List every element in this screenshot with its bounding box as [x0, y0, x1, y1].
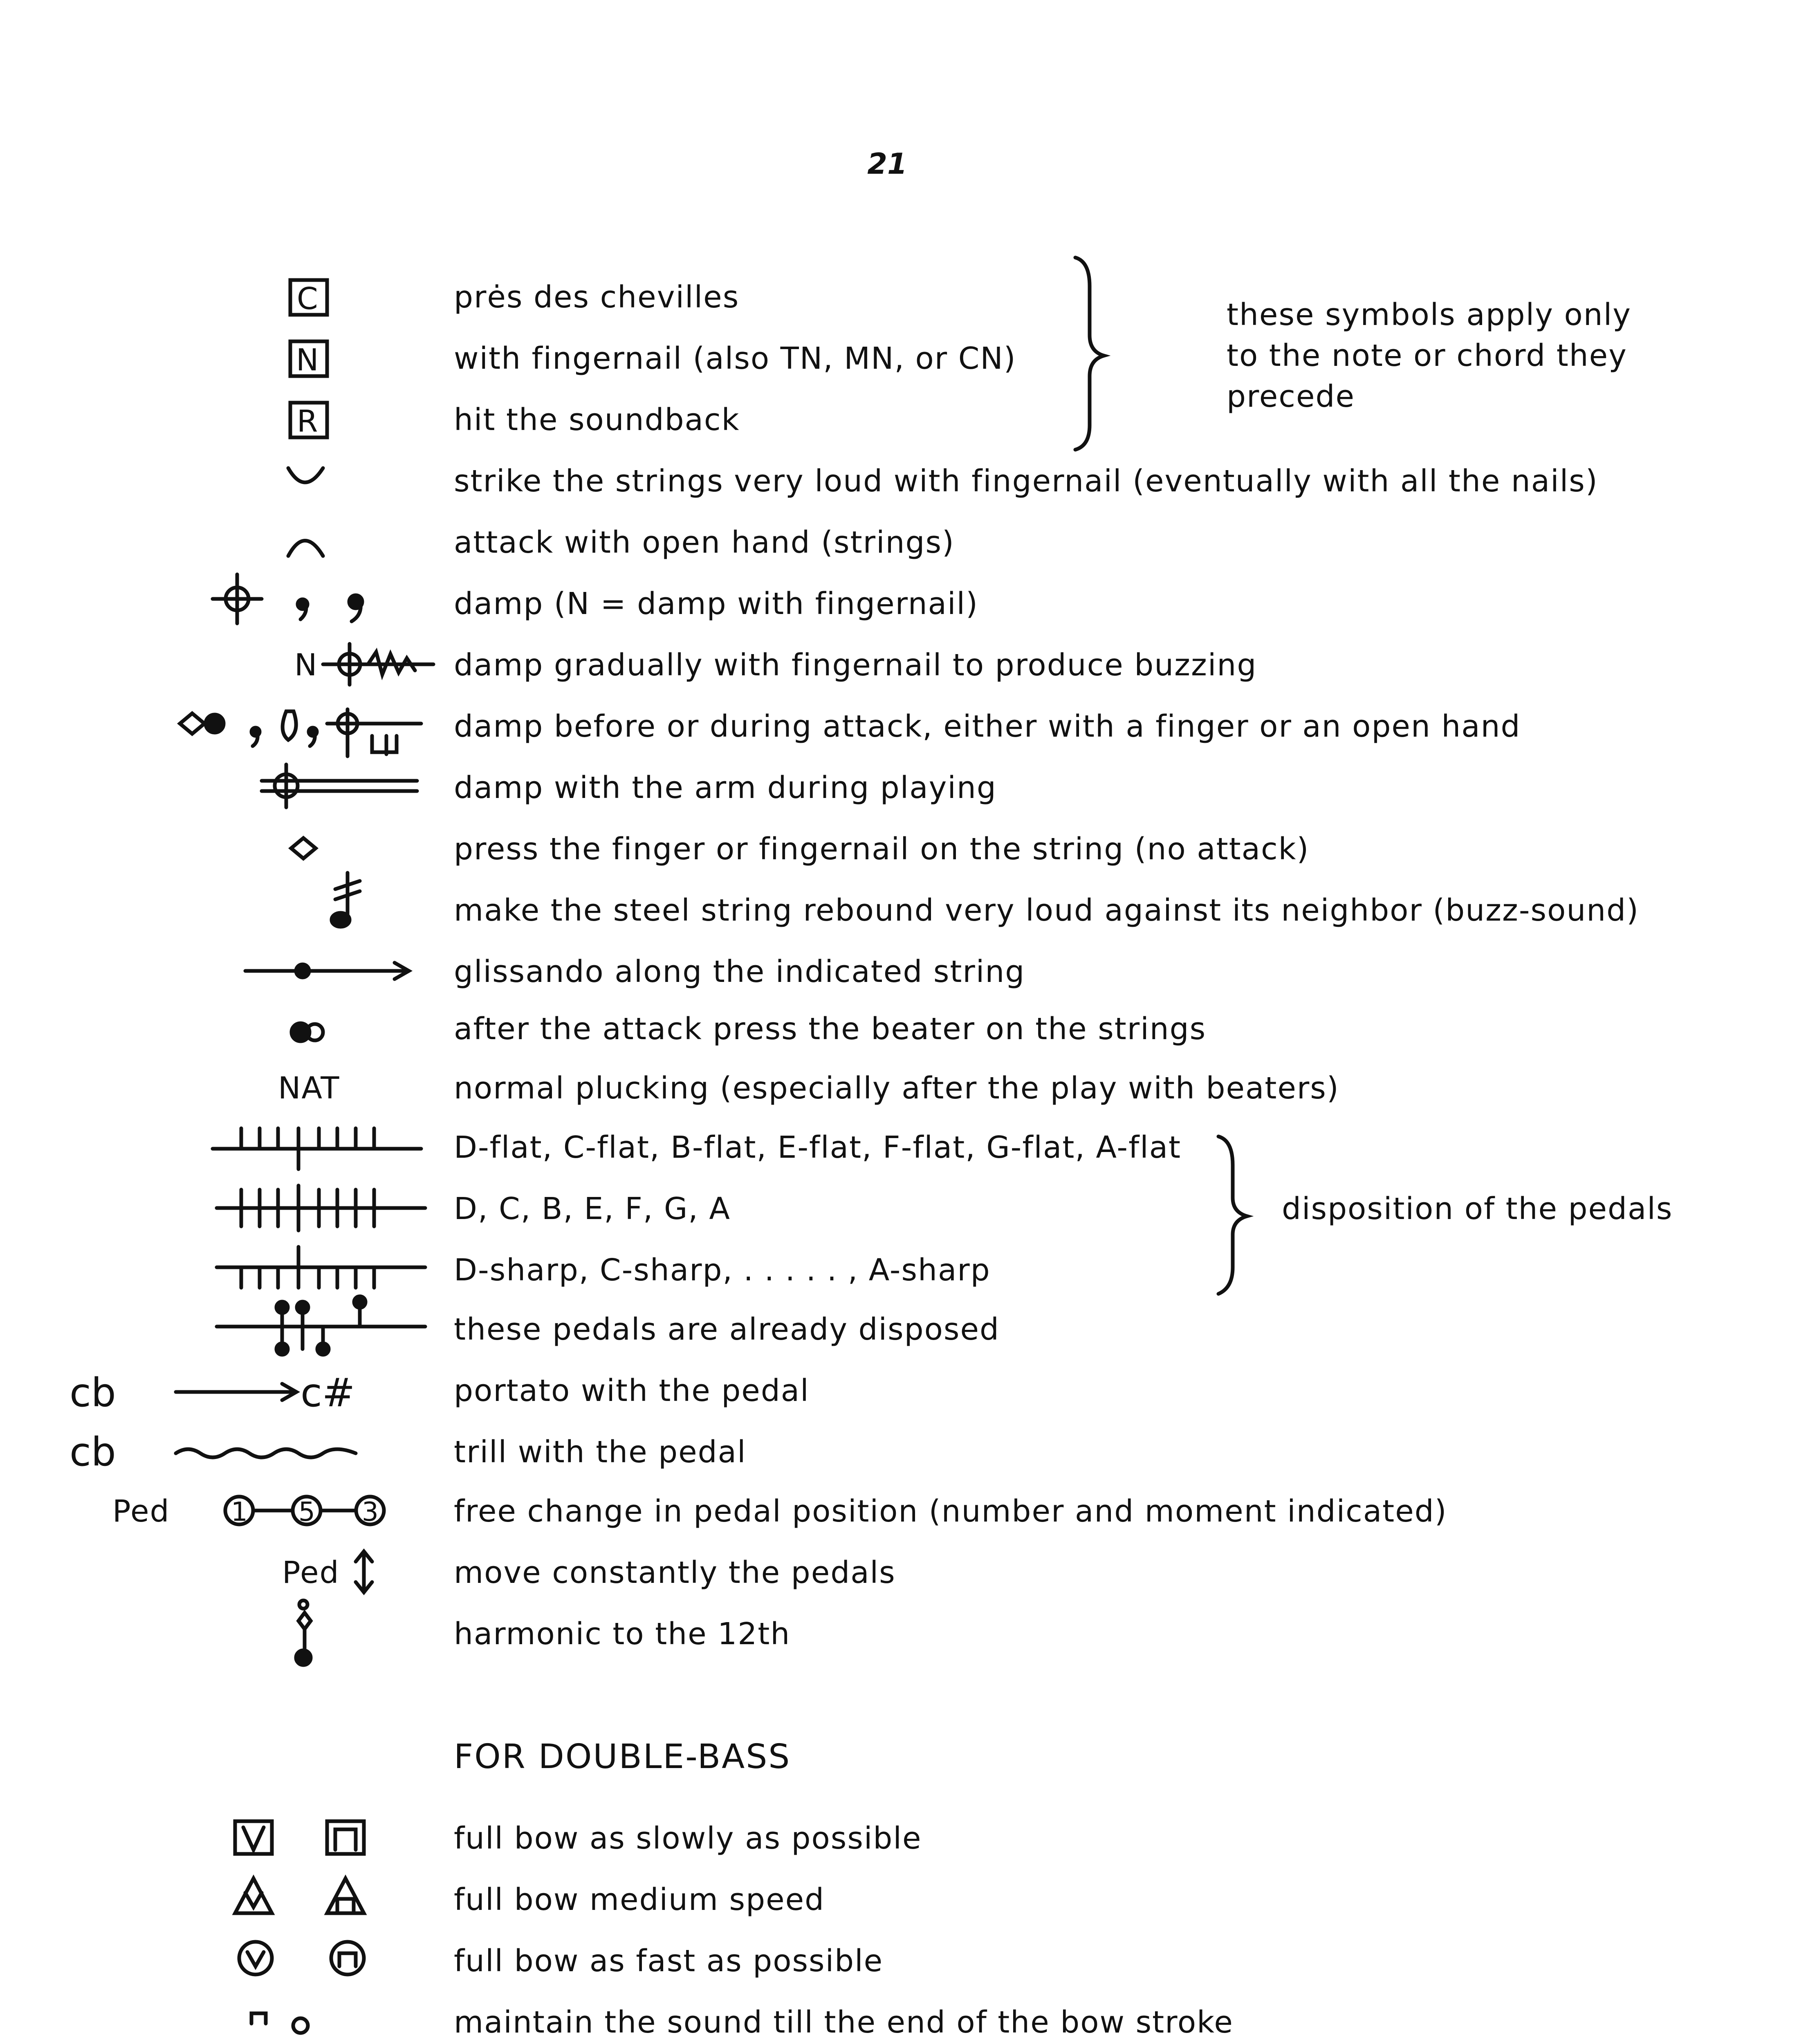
desc-beater: after the attack press the beater on the strings — [454, 1011, 1207, 1047]
desc-harmonic: harmonic to the 12th — [454, 1616, 791, 1652]
nat-label: NAT — [278, 1071, 340, 1106]
desc-free-change: free change in pedal position (number and moment indicated) — [454, 1494, 1447, 1529]
desc-pedal-natural: D, C, B, E, F, G, A — [454, 1191, 731, 1226]
pedal-disposed-icon — [217, 1296, 425, 1355]
trill-icon — [70, 1429, 356, 1475]
double-bass-heading: FOR DOUBLE-BASS — [454, 1737, 791, 1776]
pedal-sharp-icon — [217, 1247, 425, 1288]
ped-change-icon — [225, 1497, 384, 1527]
ped-move-icon — [356, 1551, 372, 1592]
desc-maintain-sound: maintain the sound till the end of the bow stroke — [454, 2005, 1234, 2040]
pedal-natural-icon — [217, 1186, 425, 1230]
desc-full-bow-fast: full bow as fast as possible — [454, 1943, 884, 1979]
rebound-note-icon — [332, 873, 360, 927]
bow-triangle-icon — [235, 1878, 364, 1913]
page-number: 21 — [867, 147, 907, 181]
brace-pedals-icon — [1218, 1136, 1247, 1294]
desc-glissando: glissando along the indicated string — [454, 954, 1025, 989]
cup-icon — [288, 468, 323, 482]
harmonic-icon — [296, 1600, 311, 1665]
desc-damp-arm: damp with the arm during playing — [454, 770, 997, 805]
desc-trill: trill with the pedal — [454, 1434, 747, 1470]
desc-pedal-flat: D-flat, C-flat, B-flat, E-flat, F-flat, G-flat, A-flat — [454, 1130, 1182, 1165]
diamond-icon — [291, 838, 316, 858]
desc-pres-des-chevilles: prės des chevilles — [454, 280, 740, 315]
portato-icon — [70, 1370, 355, 1416]
desc-move-pedals: move constantly the pedals — [454, 1555, 896, 1590]
svg-text:N: N — [296, 343, 319, 378]
glissando-arrow-icon — [245, 963, 409, 979]
sustain-icon — [251, 2013, 308, 2033]
pedal-flat-icon — [213, 1128, 421, 1169]
buzz-damp-icon — [323, 644, 433, 685]
ped-move-label: Ped — [282, 1555, 340, 1590]
desc-pedal-sharp: D-sharp, C-sharp, . . . . . , A-sharp — [454, 1253, 991, 1288]
beater-icon — [292, 1023, 323, 1041]
desc-damp: damp (N = damp with fingernail) — [454, 586, 978, 621]
desc-full-bow-slowly: full bow as slowly as possible — [454, 1821, 922, 1856]
desc-damp-gradually: damp gradually with fingernail to produce buzzing — [454, 648, 1257, 683]
desc-normal-plucking: normal plucking (especially after the play with beaters) — [454, 1071, 1339, 1106]
desc-damp-before: damp before or during attack, either with a finger or an open hand — [454, 709, 1521, 744]
circled-number-5: 5 — [298, 1497, 315, 1527]
ped-change-label: Ped — [112, 1494, 170, 1529]
brace-note-pedals: disposition of the pedals — [1282, 1191, 1673, 1226]
svg-text:R: R — [297, 404, 318, 439]
bow-circle-icon — [239, 1942, 364, 1975]
desc-open-hand: attack with open hand (strings) — [454, 525, 955, 560]
desc-full-bow-medium: full bow medium speed — [454, 1882, 825, 1917]
damp-icon — [213, 574, 362, 623]
desc-strike-strings: strike the strings very loud with fingernail (eventually with all the nails) — [454, 464, 1598, 499]
desc-rebound: make the steel string rebound very loud against its neighbor (buzz-sound) — [454, 893, 1639, 928]
pre-damp-icon — [180, 709, 421, 756]
arm-damp-icon — [262, 764, 417, 807]
desc-with-fingernail: with fingernail (also TN, MN, or CN) — [454, 341, 1016, 376]
buzz-damp-N-label: N — [294, 648, 318, 683]
brace-note-line-1: these symbols apply only — [1227, 297, 1632, 332]
N-box-icon — [290, 341, 327, 378]
bow-box-icon — [235, 1821, 364, 1854]
desc-portato: portato with the pedal — [454, 1373, 810, 1408]
brace-note-line-2: to the note or chord they — [1227, 338, 1627, 373]
circled-number-1: 1 — [231, 1497, 248, 1527]
svg-text:C: C — [297, 281, 318, 316]
C-box-icon — [290, 280, 327, 316]
arch-icon — [288, 541, 323, 556]
brace-note-line-3: precede — [1227, 379, 1355, 414]
circled-number-3: 3 — [362, 1497, 379, 1527]
cb-trill-label: cb — [70, 1429, 116, 1475]
desc-pedals-disposed: these pedals are already disposed — [454, 1312, 1000, 1347]
c-sharp-label: c# — [301, 1370, 355, 1416]
desc-press-finger: press the finger or fingernail on the string (no attack) — [454, 831, 1310, 867]
R-box-icon — [290, 403, 327, 439]
cb-label: cb — [70, 1370, 116, 1416]
desc-hit-soundback: hit the soundback — [454, 402, 740, 437]
brace-apply-icon — [1075, 258, 1104, 450]
